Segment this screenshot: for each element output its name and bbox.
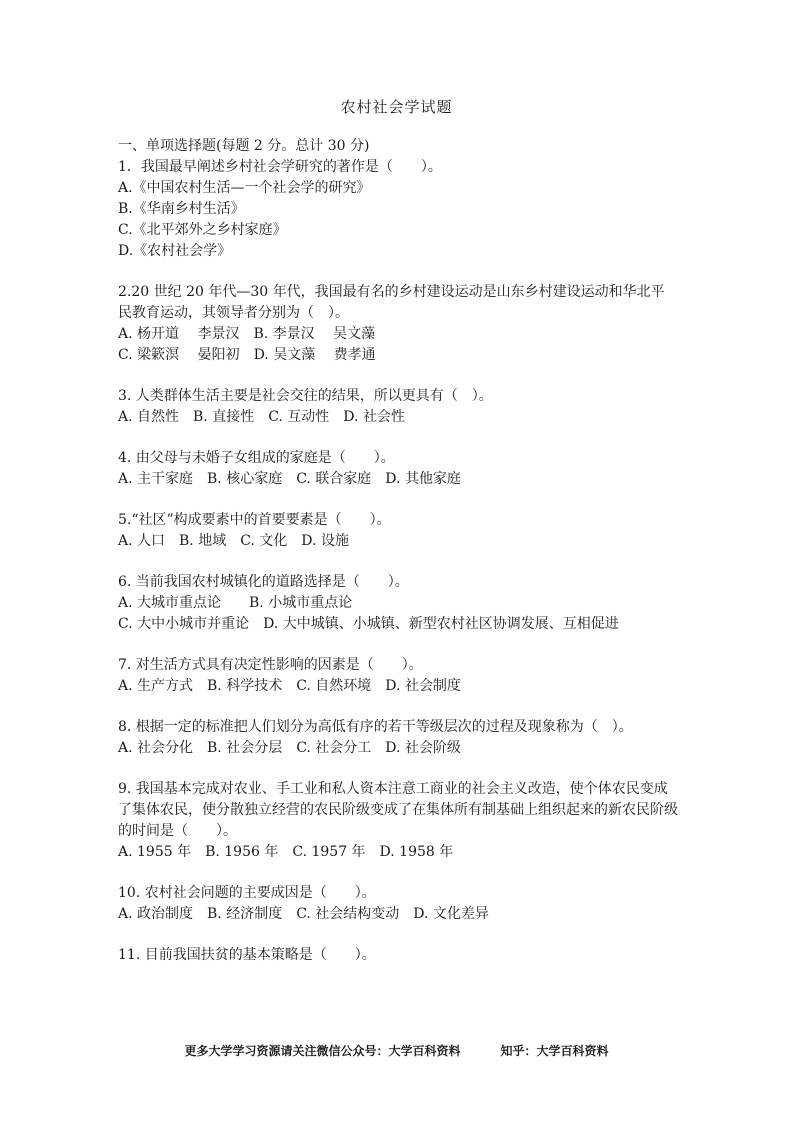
footer-zhihu-note: 知乎：大学百科资料 [500,1044,609,1058]
question-option: A. 杨开道 李景汉 B. 李景汉 吴文藻 [118,326,376,342]
question-option: C. 大中小城市并重论 D. 大中城镇、小城镇、新型农村社区协调发展、互相促进 [118,616,619,632]
page-title: 农村社会学试题 [340,98,453,116]
question-5 [118,510,678,552]
question-option: A. 生产方式 B. 科学技术 C. 自然环境 D. 社会制度 [118,678,461,694]
question-stem: 11. 目前我国扶贫的基本策略是（ ）。 [118,947,376,963]
question-stem: 6. 当前我国农村城镇化的道路选择是（ ）。 [118,574,409,590]
question-option: D.《农村社会学》 [118,243,232,259]
question-2 [118,282,678,366]
question-stem: 9. 我国基本完成对农业、手工业和私人资本注意工商业的社会主义改造，使个体农民变成了集体农民，使分散独立经营的农民阶级变成了在集体所有制基础上组织起来的新农民阶级的时间是（ ）。 [118,781,678,839]
question-stem: 2.20 世纪 20 年代—30 年代，我国最有名的乡村建设运动是山东乡村建设运动和华北平民教育运动，其领导者分别为（ ）。 [118,284,665,321]
question-option: B.《华南乡村生活》 [118,201,245,217]
question-option: A. 自然性 B. 直接性 C. 互动性 D. 社会性 [118,409,405,425]
question-option: A.《中国农村生活—一个社会学的研究》 [118,180,371,196]
question-option: A. 社会分化 B. 社会分层 C. 社会分工 D. 社会阶级 [118,740,461,756]
question-option: C.《北平郊外之乡村家庭》 [118,222,287,238]
question-3 [118,386,678,428]
question-stem: 3. 人类群体生活主要是社会交往的结果，所以更具有（ ）。 [118,388,493,404]
question-option: A. 大城市重点论 B. 小城市重点论 [118,595,353,611]
question-11 [118,945,678,966]
section-heading: 一、单项选择题(每题 2 分。总计 30 分) [118,138,370,154]
question-stem: 1．我国最早阐述乡村社会学研究的著作是（ ）。 [118,159,442,175]
question-list [118,136,678,986]
page-footer [0,1042,793,1059]
question-9 [118,779,678,863]
question-option: A. 政治制度 B. 经济制度 C. 社会结构变动 D. 文化差异 [118,906,489,922]
question-6 [118,572,678,635]
question-option: A. 人口 B. 地域 C. 文化 D. 设施 [118,533,349,549]
question-stem: 8. 根据一定的标准把人们划分为高低有序的若干等级层次的过程及现象称为（ ）。 [118,719,633,735]
question-option: C. 梁簌溟 晏阳初 D. 吴文藻 费孝通 [118,347,376,363]
question-10 [118,883,678,925]
question-option: A. 主干家庭 B. 核心家庭 C. 联合家庭 D. 其他家庭 [118,471,461,487]
question-4 [118,448,678,490]
question-stem: 4. 由父母与未婚子女组成的家庭是（ ）。 [118,450,395,466]
question-7 [118,655,678,697]
question-stem: 10. 农村社会问题的主要成因是（ ）。 [118,885,376,901]
question-stem: 5.“社区”构成要素中的首要要素是（ ）。 [118,512,391,528]
question-stem: 7. 对生活方式具有决定性影响的因素是（ ）。 [118,657,423,673]
footer-wechat-note: 更多大学学习资源请关注微信公众号：大学百科资料 [184,1044,461,1058]
question-8 [118,717,678,759]
question-option: A. 1955 年 B. 1956 年 C. 1957 年 D. 1958 年 [118,844,454,860]
question-1 [118,157,678,262]
